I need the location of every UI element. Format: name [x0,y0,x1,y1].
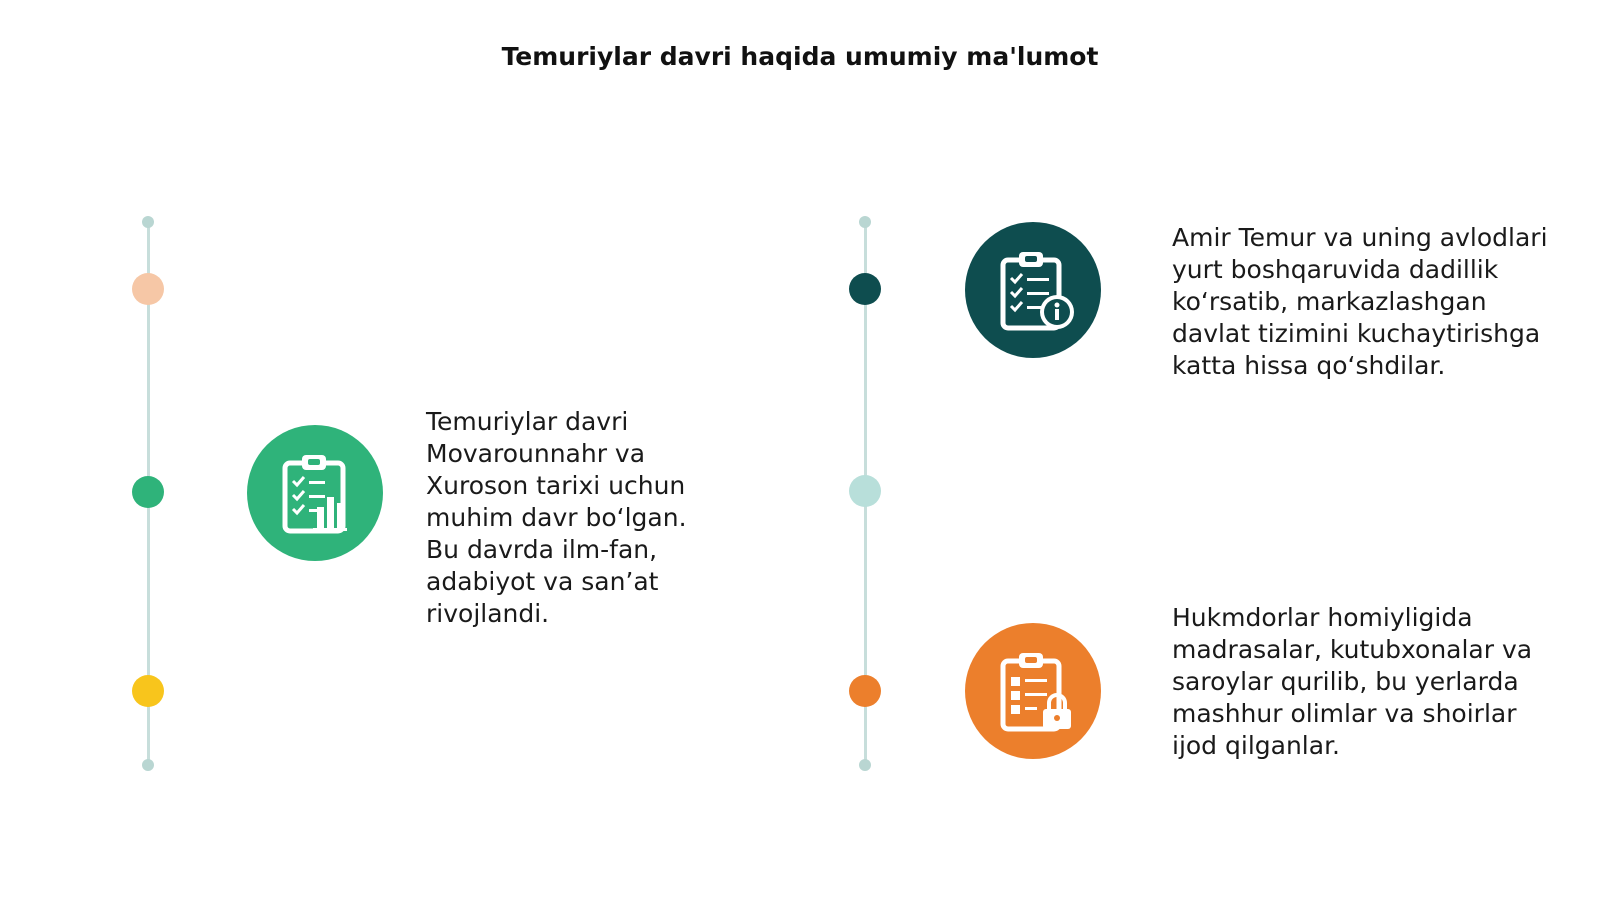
timeline-node-yellow [132,675,164,707]
page-title: Temuriylar davri haqida umumiy ma'lumot [501,42,1099,71]
item-2-text: Amir Temur va uning avlodlari yurt boshqaruvida dadillik ko‘rsatib, markazlashgan davlat tizimini kuchaytirishga katta hissa qo‘shdilar. [1172,223,1548,380]
timeline-endpoint-top [142,216,154,228]
clipboard-chart-icon [247,425,383,561]
timeline-endpoint-top [859,216,871,228]
timeline-node-orange [849,675,881,707]
item-1-text: Temuriylar davri Movarounnahr va Xuroson tarixi uchun muhim davr bo‘lgan. Bu davrda ilm-fan, adabiyot va san’at rivojlandi. [426,407,687,628]
timeline-endpoint-bottom [142,759,154,771]
timeline-node-peach [132,273,164,305]
item-3-icon-circle [965,623,1101,759]
clipboard-lock-icon [965,623,1101,759]
item-1-icon-circle [247,425,383,561]
item-3-text: Hukmdorlar homiyligida madrasalar, kutubxonalar va saroylar qurilib, bu yerlarda mashhur olimlar va shoirlar ijod qilganlar. [1172,603,1533,760]
timeline-node-dark-teal [849,273,881,305]
timeline-endpoint-bottom [859,759,871,771]
clipboard-info-icon [965,222,1101,358]
item-2-icon-circle [965,222,1101,358]
timeline-node-light-teal [849,475,881,507]
timeline-node-green [132,476,164,508]
